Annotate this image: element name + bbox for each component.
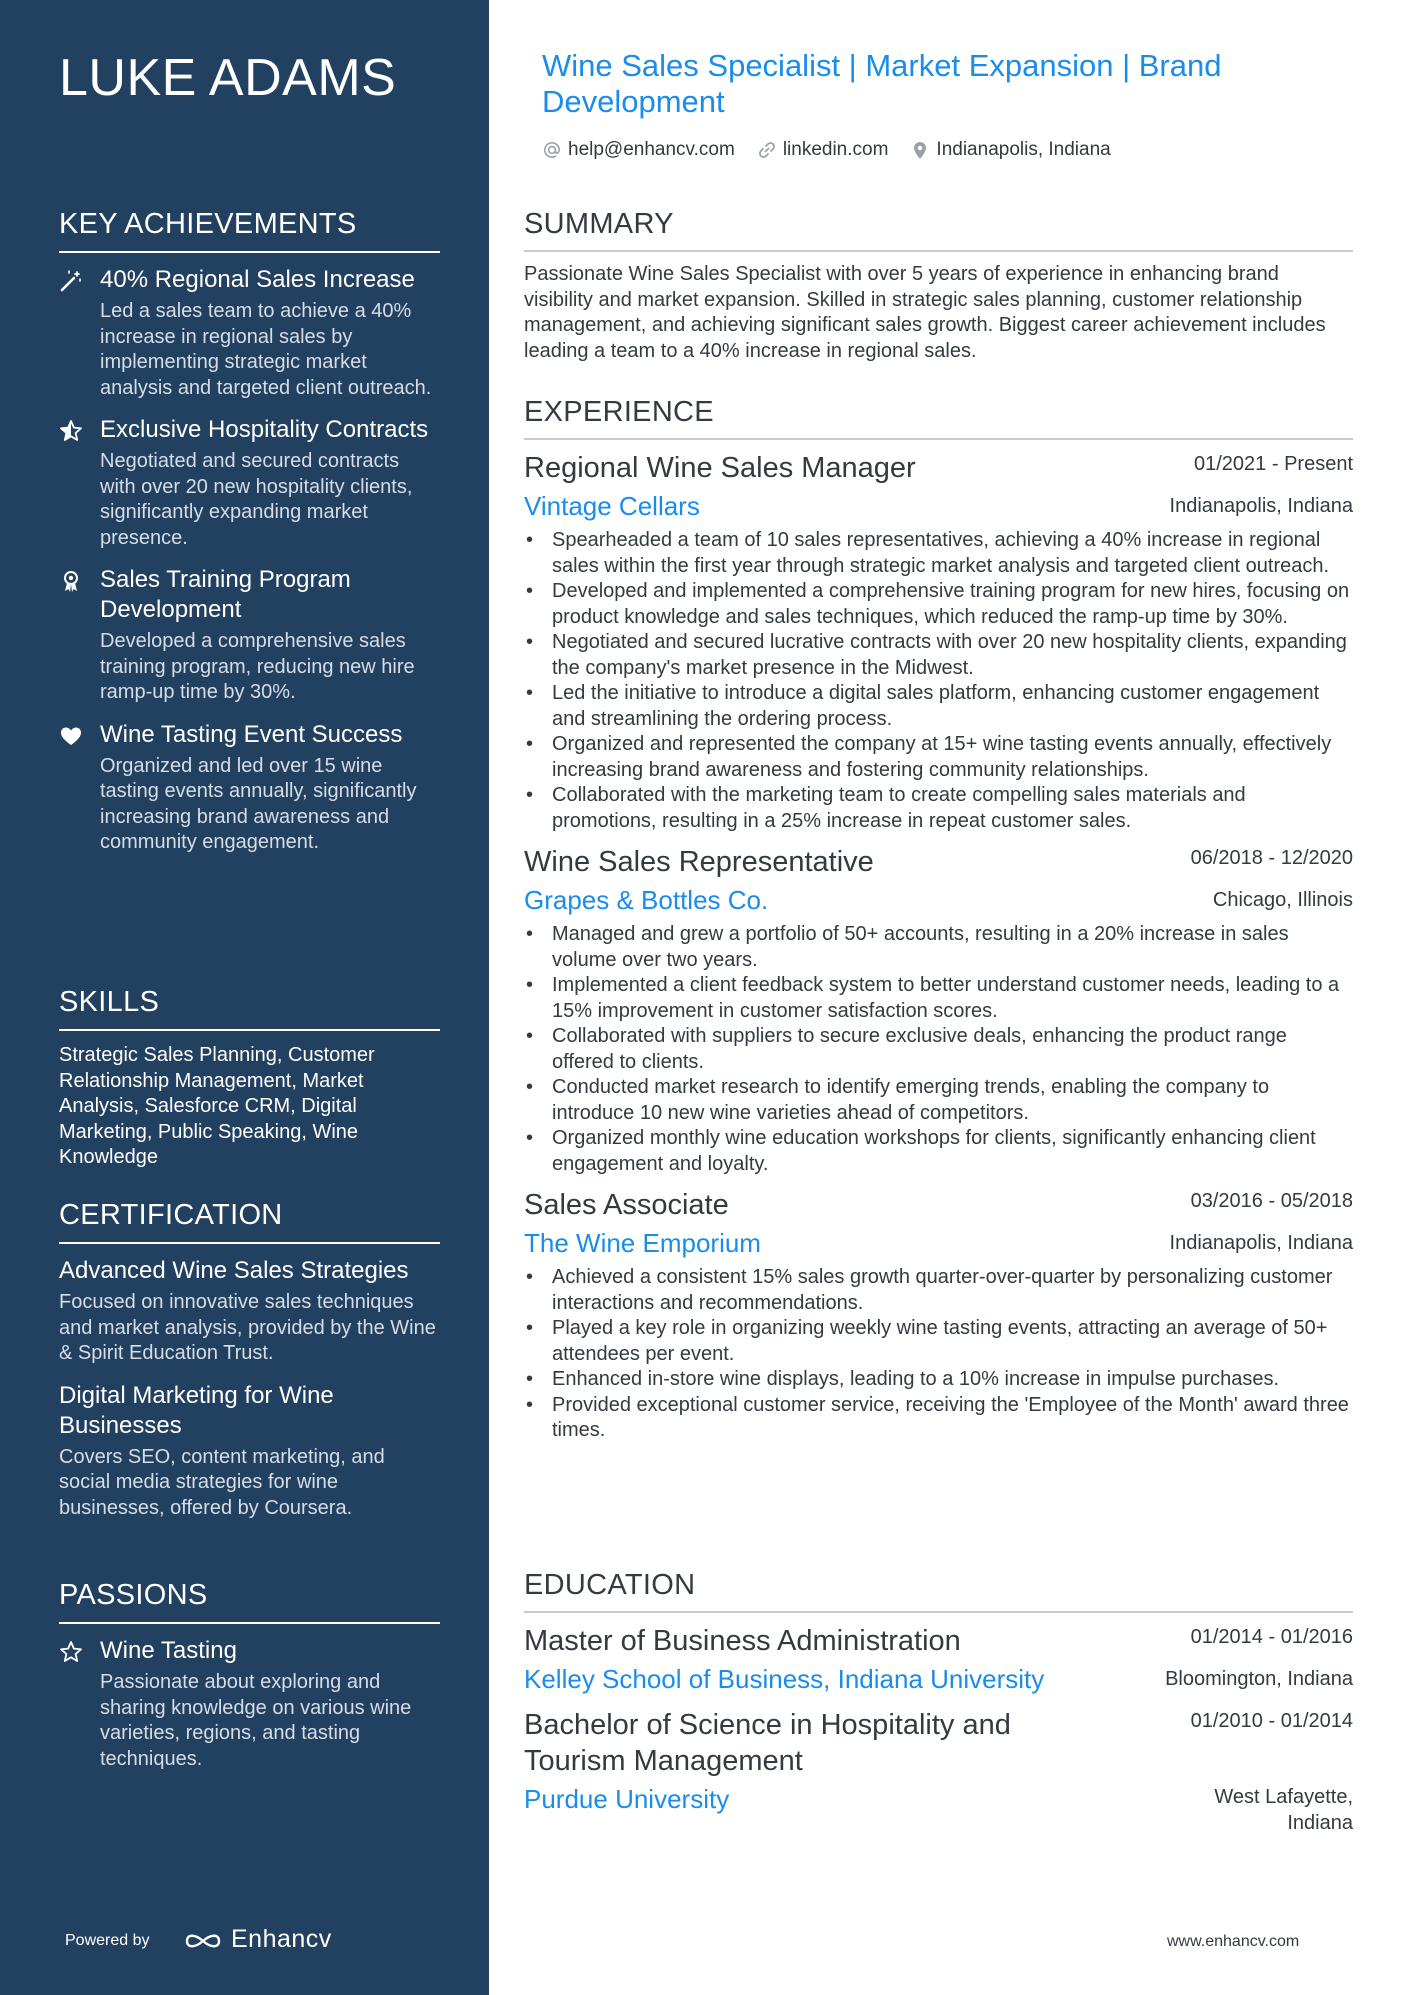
- list-item: • Collaborated with suppliers to secure exclusive deals, enhancing the product range offered to clients.: [524, 1024, 1353, 1075]
- education-school: Purdue University: [524, 1784, 730, 1814]
- education-school: Kelley School of Business, Indiana University: [524, 1664, 1045, 1694]
- passion-title: Wine Tasting: [100, 1637, 237, 1664]
- experience-heading: EXPERIENCE: [524, 396, 1353, 440]
- achievement-item: [59, 720, 440, 856]
- list-item: • Led the initiative to introduce a digital sales platform, enhancing customer engagement and streamlining the ordering process.: [524, 681, 1353, 732]
- job-location: Chicago, Illinois: [1212, 889, 1353, 911]
- achievement-item: [59, 415, 440, 551]
- contact-bar: [542, 137, 1133, 163]
- list-item: • Organized and represented the company at 15+ wine tasting events annually, effectively increasing brand awareness and fostering community relationships.: [524, 732, 1353, 783]
- job-company: Grapes & Bottles Co.: [524, 885, 769, 915]
- education-section: [524, 1569, 1353, 1848]
- achievement-title: Sales Training Program Development: [100, 566, 351, 623]
- certification-item: [59, 1256, 440, 1367]
- certification-heading: CERTIFICATION: [59, 1199, 440, 1244]
- list-item: • Collaborated with the marketing team to create compelling sales materials and promotions, resulting in a 25% increase in repeat customer sales.: [524, 783, 1353, 834]
- job-entry: [524, 450, 1353, 834]
- contact-email[interactable]: [542, 139, 735, 161]
- contact-location: [910, 139, 1110, 161]
- job-bullets: [524, 1265, 1353, 1444]
- passions-heading: PASSIONS: [59, 1579, 440, 1624]
- education-degree: Bachelor of Science in Hospitality and Tourism Management: [524, 1709, 1011, 1777]
- education-date: 01/2010 - 01/2014: [1190, 1710, 1353, 1732]
- certification-title: Advanced Wine Sales Strategies: [59, 1257, 409, 1284]
- job-title: Regional Wine Sales Manager: [524, 452, 916, 484]
- passion-item: [59, 1636, 440, 1772]
- list-item: • Developed and implemented a comprehensive training program for new hires, focusing on product knowledge and sales techniques, which reduced the ramp-up time by 30%.: [524, 579, 1353, 630]
- list-item: • Achieved a consistent 15% sales growth quarter-over-quarter by personalizing customer interactions and recommendations.: [524, 1265, 1353, 1316]
- skills-list: Strategic Sales Planning, Customer Relationship Management, Market Analysis, Salesforce CRM, Digital Marketing, Public Speaking, Wine Knowledge: [59, 1044, 375, 1168]
- star-outline-icon: [59, 1640, 83, 1664]
- at-sign-icon: [542, 140, 562, 160]
- contact-linkedin-text: linkedin.com: [782, 139, 889, 160]
- star-half-icon: [59, 419, 83, 443]
- education-location: [1214, 1785, 1353, 1836]
- list-item: • Managed and grew a portfolio of 50+ accounts, resulting in a 20% increase in sales volume over two years.: [524, 922, 1353, 973]
- achievements-heading: KEY ACHIEVEMENTS: [59, 208, 440, 253]
- passion-desc: Passionate about exploring and sharing knowledge on various wine varieties, regions, and tasting techniques.: [100, 1671, 412, 1770]
- powered-by-label: Powered by: [65, 1932, 150, 1949]
- certification-section: [59, 1199, 440, 1535]
- achievement-desc: Negotiated and secured contracts with over 20 new hospitality clients, significantly expanding market presence.: [100, 450, 413, 549]
- achievement-desc: Led a sales team to achieve a 40% increase in regional sales by implementing strategic market analysis and targeted client outreach.: [100, 300, 432, 399]
- heart-icon: [59, 724, 83, 748]
- achievement-title: Exclusive Hospitality Contracts: [100, 416, 429, 443]
- list-item: • Negotiated and secured lucrative contracts with over 20 new hospitality clients, expanding the company's market presence in the Midwest.: [524, 630, 1353, 681]
- passions-section: [59, 1579, 440, 1786]
- footer-url[interactable]: www.enhancv.com: [1167, 1933, 1300, 1950]
- job-date: 06/2018 - 12/2020: [1190, 847, 1353, 869]
- job-entry: [524, 844, 1353, 1177]
- achievement-desc: Organized and led over 15 wine tasting events annually, significantly increasing brand awareness and community engagement.: [100, 754, 417, 853]
- list-item: • Conducted market research to identify emerging trends, enabling the company to introduce 10 new wine varieties ahead of competitors.: [524, 1075, 1353, 1126]
- education-date: 01/2014 - 01/2016: [1190, 1626, 1353, 1648]
- certification-title: Digital Marketing for Wine Businesses: [59, 1381, 334, 1439]
- job-company: Vintage Cellars: [524, 491, 700, 521]
- certification-desc: Focused on innovative sales techniques and market analysis, provided by the Wine & Spirit Education Trust.: [59, 1291, 436, 1364]
- education-heading: EDUCATION: [524, 1569, 1353, 1613]
- job-date: 03/2016 - 05/2018: [1190, 1190, 1353, 1212]
- experience-section: [524, 396, 1353, 1454]
- list-item: • Enhanced in-store wine displays, leading to a 10% increase in impulse purchases.: [524, 1367, 1353, 1393]
- job-bullets: [524, 922, 1353, 1177]
- job-title: Sales Associate: [524, 1189, 729, 1221]
- job-company: The Wine Emporium: [524, 1228, 761, 1258]
- link-icon: [757, 140, 777, 160]
- enhancv-brand: Enhancv: [231, 1925, 332, 1953]
- achievement-item: [59, 565, 440, 706]
- achievements-section: [59, 208, 440, 870]
- contact-email-text: help@enhancv.com: [568, 139, 735, 160]
- list-item: • Organized monthly wine education workshops for clients, significantly enhancing client engagement and loyalty.: [524, 1126, 1353, 1177]
- contact-location-text: Indianapolis, Indiana: [936, 139, 1111, 160]
- achievement-item: [59, 265, 440, 401]
- job-date: 01/2021 - Present: [1194, 453, 1353, 475]
- job-bullets: [524, 528, 1353, 834]
- list-item: • Spearheaded a team of 10 sales representatives, achieving a 40% increase in regional sales within the first year through strategic market analysis and targeted client outreach.: [524, 528, 1353, 579]
- contact-linkedin[interactable]: [757, 139, 889, 161]
- magic-wand-icon: [59, 269, 83, 293]
- achievement-title: 40% Regional Sales Increase: [100, 266, 415, 293]
- education-entry: [524, 1707, 1353, 1836]
- job-title: Wine Sales Representative: [524, 846, 874, 878]
- map-pin-icon: [910, 140, 930, 160]
- list-item: • Implemented a client feedback system to better understand customer needs, leading to a 15% improvement in customer satisfaction scores.: [524, 973, 1353, 1024]
- summary-heading: SUMMARY: [524, 208, 1353, 252]
- job-entry: [524, 1187, 1353, 1444]
- summary-section: [524, 208, 1353, 364]
- education-location-line: West Lafayette,: [1214, 1786, 1353, 1808]
- award-ribbon-icon: [59, 569, 83, 593]
- certification-desc: Covers SEO, content marketing, and social media strategies for wine businesses, offered by Coursera.: [59, 1445, 385, 1519]
- achievement-desc: Developed a comprehensive sales training program, reducing new hire ramp-up time by 30%.: [100, 630, 415, 703]
- certification-item: [59, 1381, 440, 1522]
- education-entry: [524, 1623, 1353, 1695]
- job-location: Indianapolis, Indiana: [1169, 495, 1353, 517]
- sidebar: [0, 0, 489, 1995]
- list-item: • Played a key role in organizing weekly wine tasting events, attracting an average of 50+ attendees per event.: [524, 1316, 1353, 1367]
- summary-text: Passionate Wine Sales Specialist with over 5 years of experience in enhancing brand visibility and market expansion. Skilled in strategic sales planning, customer relationship management, and achieving significant sales growth. Biggest career achievement includes leading a team to a 40% increase in regional sales.: [524, 263, 1326, 362]
- candidate-name: LUKE ADAMS: [59, 49, 397, 107]
- list-item: • Provided exceptional customer service, receiving the 'Employee of the Month' award three times.: [524, 1393, 1353, 1444]
- education-location: Bloomington, Indiana: [1165, 1668, 1353, 1690]
- skills-section: [59, 986, 440, 1171]
- enhancv-logo-icon: [183, 1926, 223, 1956]
- education-location-line: Indiana: [1287, 1811, 1353, 1834]
- job-location: Indianapolis, Indiana: [1169, 1232, 1353, 1254]
- resume-headline: Wine Sales Specialist | Market Expansion | Brand Development: [542, 48, 1222, 119]
- education-degree: Master of Business Administration: [524, 1625, 961, 1657]
- achievement-title: Wine Tasting Event Success: [100, 720, 403, 748]
- skills-heading: SKILLS: [59, 986, 440, 1031]
